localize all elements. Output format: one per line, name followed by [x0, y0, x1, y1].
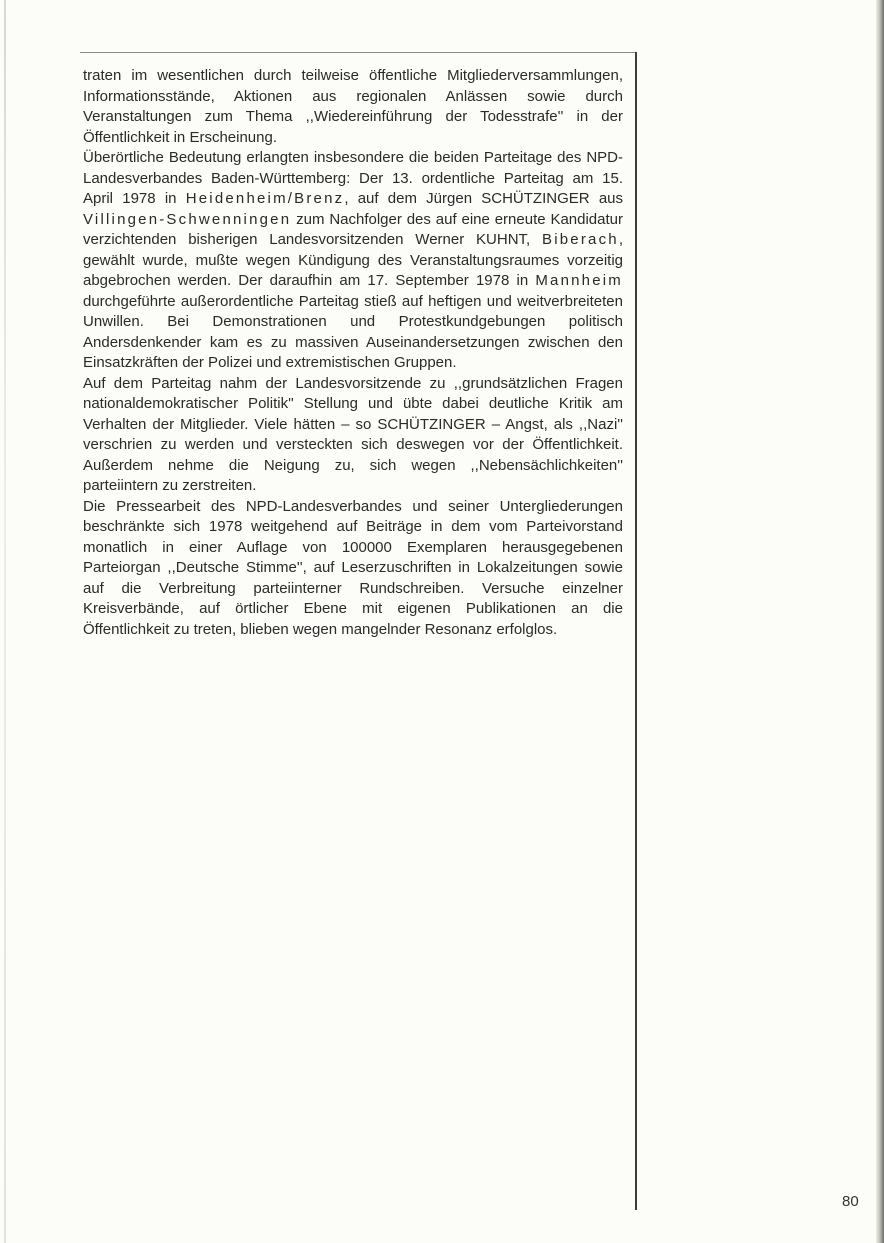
body-text — [83, 66, 623, 640]
paragraph — [83, 497, 623, 641]
text-run: durchgeführte außerordentliche Parteitag stieß auf heftigen und weitverbreiteten Unwillen. Bei Demonstrationen und Protestkundgebungen politisch Andersdenkender kam es zu massiven Auseinandersetzungen zwischen den Einsatzkräften der Polizei und extremistischen Gruppen. — [83, 292, 623, 371]
scan-edge-right — [876, 0, 884, 1243]
margin-rule — [635, 52, 637, 1210]
scan-edge-left — [4, 0, 6, 1243]
place-name: Heidenheim/Brenz — [185, 190, 345, 207]
text-run: Auf dem Parteitag nahm der Landesvorsitzende zu ,,grundsätzlichen Fragen nationaldemokratischer Politik'' Stellung und übte dabei deutliche Kritik am Verhalten der Mitglieder. Viele hätten – so SCHÜTZINGER – Angst, als ,,Nazi'' verschrien zu werden und versteckten sich deswegen vor der Öffentlichkeit. Außerdem nehme die Neigung zu, sich wegen ,,Nebensächlichkeiten'' parteiintern zu zerstreiten. — [83, 374, 623, 494]
paragraph — [83, 374, 623, 497]
top-rule — [80, 52, 636, 53]
place-name: Biberach — [542, 231, 619, 248]
text-run: , gewählt wurde, mußte wegen Kündigung des Veranstaltungsraumes vorzeitig abgebrochen werden. Der daraufhin am 17. September 1978 in — [83, 231, 623, 289]
page-number: 80 — [842, 1193, 859, 1210]
text-run: Überörtliche Bedeutung erlangten insbesondere die beiden Parteitage des NPD-Landesverbandes Baden-Württemberg: Der 13. ordentliche Parteitag am 15. April 1978 in — [83, 149, 623, 207]
text-run: traten im wesentlichen durch teilweise öffentliche Mitgliederversammlungen, Informationsstände, Aktionen aus regionalen Anlässen sowie durch Veranstaltungen zum Thema ,,Wiedereinführung der Todesstrafe'' in der Öffentlichkeit in Erscheinung. — [83, 67, 623, 146]
paragraph — [83, 66, 623, 148]
text-run: Die Pressearbeit des NPD-Landesverbandes und seiner Untergliederungen beschränkte sich 1978 weitgehend auf Beiträge in dem vom Parteivorstand monatlich in einer Auflage von 100000 Exemplaren herausgegebenen Parteiorgan ,,Deutsche Stimme'', auf Leserzuschriften in Lokalzeitungen sowie auf die Verbreitung parteiinterner Rundschreiben. Versuche einzelner Kreisverbände, auf örtlicher Ebene mit eigenen Publikationen an die Öffentlichkeit zu treten, blieben wegen mangelnder Resonanz erfolglos. — [83, 497, 623, 638]
paragraph — [83, 148, 623, 374]
place-name: Villingen-Schwenningen — [83, 210, 292, 228]
text-run: zum Nachfolger des auf eine erneute Kandidatur verzichtenden bisherigen Landesvorsitzenden Werner KUHNT, — [83, 210, 623, 248]
place-name: Mannheim — [535, 272, 623, 289]
text-run: , auf dem Jürgen SCHÜTZINGER aus — [344, 190, 623, 207]
